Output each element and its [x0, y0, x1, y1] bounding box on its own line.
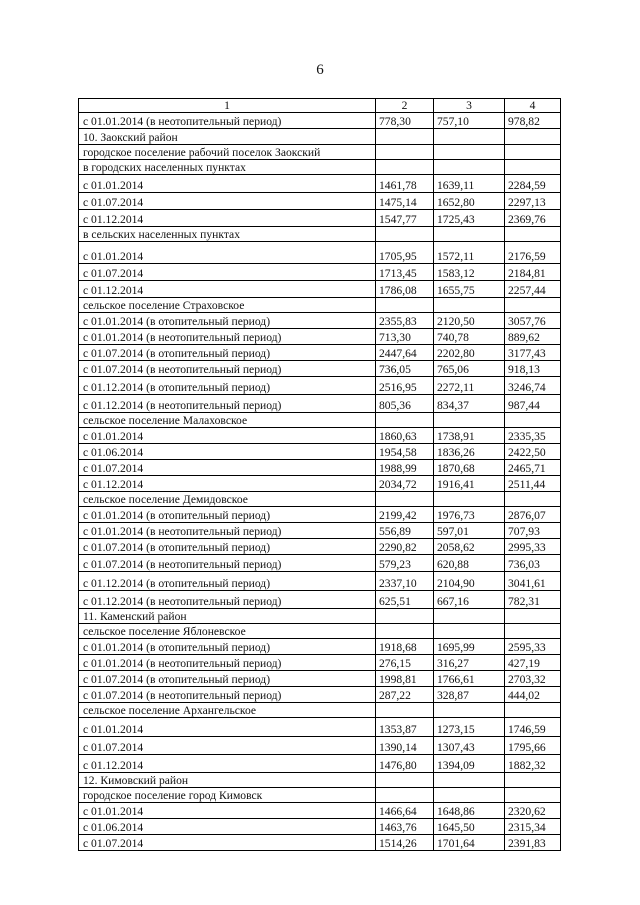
- row-value-col-3: 2104,90: [434, 572, 505, 591]
- row-value-col-2: 778,30: [376, 113, 434, 129]
- row-label-cell: в сельских населенных пунктах: [79, 227, 376, 242]
- table-row: [79, 377, 561, 395]
- row-value-col-2: 2199,42: [376, 507, 434, 523]
- row-label-cell: с 01.07.2014 (в неотопительный период): [79, 555, 376, 572]
- row-value-col-3: 1725,43: [434, 210, 505, 227]
- row-label-cell: с 01.06.2014: [79, 444, 376, 460]
- row-label-cell: с 01.01.2014: [79, 175, 376, 193]
- row-value-col-3: 1836,26: [434, 444, 505, 460]
- row-value-col-4: 707,93: [505, 523, 561, 539]
- row-value-col-2: 1390,14: [376, 737, 434, 755]
- table-row: [79, 624, 561, 639]
- row-value-col-2: 1547,77: [376, 210, 434, 227]
- row-value-col-3: 1652,80: [434, 193, 505, 210]
- row-label-cell: сельское поселение Архангельское: [79, 703, 376, 718]
- table-row: [79, 113, 561, 129]
- table-row: [79, 428, 561, 444]
- header-col-3: 3: [434, 99, 505, 113]
- row-label-cell: 12. Кимовский район: [79, 773, 376, 788]
- row-value-col-3: 1648,86: [434, 803, 505, 819]
- row-value-col-3: [434, 703, 505, 718]
- row-value-col-3: 1976,73: [434, 507, 505, 523]
- row-value-col-3: 757,10: [434, 113, 505, 129]
- row-value-col-4: [505, 145, 561, 160]
- row-value-col-3: [434, 298, 505, 313]
- row-value-col-4: [505, 609, 561, 624]
- row-value-col-4: [505, 492, 561, 507]
- row-value-col-4: 2595,33: [505, 639, 561, 655]
- row-value-col-4: 2995,33: [505, 539, 561, 555]
- row-value-col-4: 2297,13: [505, 193, 561, 210]
- header-col-1: 1: [79, 99, 376, 113]
- row-value-col-3: [434, 145, 505, 160]
- row-value-col-3: 1394,09: [434, 755, 505, 773]
- row-value-col-4: 2391,83: [505, 835, 561, 851]
- table-row: [79, 737, 561, 755]
- row-value-col-2: 556,89: [376, 523, 434, 539]
- row-value-col-3: 1307,43: [434, 737, 505, 755]
- row-value-col-2: [376, 145, 434, 160]
- row-label-cell: с 01.07.2014 (в неотопительный период): [79, 361, 376, 377]
- row-value-col-4: 736,03: [505, 555, 561, 572]
- row-value-col-4: 2703,32: [505, 671, 561, 687]
- row-value-col-4: [505, 788, 561, 803]
- row-value-col-2: 1466,64: [376, 803, 434, 819]
- row-value-col-3: [434, 624, 505, 639]
- row-value-col-4: 444,02: [505, 687, 561, 703]
- table-row: [79, 193, 561, 210]
- row-value-col-3: 2202,80: [434, 345, 505, 361]
- row-value-col-4: [505, 773, 561, 788]
- row-value-col-2: 276,15: [376, 655, 434, 671]
- table-row: [79, 572, 561, 591]
- table-row: [79, 345, 561, 361]
- row-value-col-2: 1476,80: [376, 755, 434, 773]
- row-value-col-2: [376, 492, 434, 507]
- row-value-col-2: 1713,45: [376, 264, 434, 281]
- row-label-cell: 11. Каменский район: [79, 609, 376, 624]
- row-value-col-2: 625,51: [376, 591, 434, 609]
- row-value-col-3: 765,06: [434, 361, 505, 377]
- table-row: [79, 413, 561, 428]
- row-value-col-2: 1988,99: [376, 460, 434, 476]
- row-label-cell: с 01.01.2014: [79, 428, 376, 444]
- row-value-col-2: 1705,95: [376, 242, 434, 264]
- row-value-col-4: 3177,43: [505, 345, 561, 361]
- header-col-4: 4: [505, 99, 561, 113]
- row-value-col-2: [376, 703, 434, 718]
- row-value-col-3: 620,88: [434, 555, 505, 572]
- page-number: 6: [316, 62, 324, 78]
- table-row: [79, 210, 561, 227]
- row-label-cell: с 01.07.2014: [79, 737, 376, 755]
- row-label-cell: с 01.01.2014 (в неотопительный период): [79, 113, 376, 129]
- table-row: [79, 609, 561, 624]
- tariff-table: [78, 98, 561, 851]
- row-value-col-4: 2284,59: [505, 175, 561, 193]
- row-value-col-2: 1514,26: [376, 835, 434, 851]
- row-label-cell: с 01.07.2014: [79, 460, 376, 476]
- row-label-cell: с 01.07.2014 (в отопительный период): [79, 345, 376, 361]
- row-value-col-2: 1475,14: [376, 193, 434, 210]
- row-value-col-4: 2257,44: [505, 281, 561, 298]
- table-row: [79, 755, 561, 773]
- table-row: [79, 227, 561, 242]
- table-header-row: [79, 99, 561, 113]
- row-value-col-2: 2355,83: [376, 313, 434, 329]
- row-value-col-2: 2290,82: [376, 539, 434, 555]
- row-value-col-3: 1701,64: [434, 835, 505, 851]
- header-col-2: 2: [376, 99, 434, 113]
- table-row: [79, 539, 561, 555]
- row-label-cell: сельское поселение Малаховское: [79, 413, 376, 428]
- row-value-col-4: [505, 160, 561, 175]
- row-value-col-4: 427,19: [505, 655, 561, 671]
- row-value-col-4: [505, 703, 561, 718]
- row-label-cell: с 01.01.2014 (в отопительный период): [79, 507, 376, 523]
- table-row: [79, 655, 561, 671]
- row-value-col-3: 667,16: [434, 591, 505, 609]
- row-value-col-4: 1795,66: [505, 737, 561, 755]
- row-value-col-3: [434, 492, 505, 507]
- row-label-cell: с 01.01.2014: [79, 803, 376, 819]
- row-value-col-4: 782,31: [505, 591, 561, 609]
- row-value-col-4: [505, 298, 561, 313]
- table-row: [79, 242, 561, 264]
- row-value-col-4: [505, 624, 561, 639]
- row-value-col-2: 1463,76: [376, 819, 434, 835]
- row-value-col-3: 1273,15: [434, 718, 505, 737]
- row-label-cell: с 01.12.2014: [79, 476, 376, 492]
- row-value-col-2: [376, 788, 434, 803]
- row-value-col-4: 2465,71: [505, 460, 561, 476]
- row-value-col-2: 1461,78: [376, 175, 434, 193]
- row-label-cell: с 01.12.2014 (в отопительный период): [79, 572, 376, 591]
- row-value-col-2: 2516,95: [376, 377, 434, 395]
- row-value-col-3: [434, 129, 505, 145]
- row-value-col-2: 287,22: [376, 687, 434, 703]
- row-value-col-4: 2369,76: [505, 210, 561, 227]
- row-value-col-2: 1353,87: [376, 718, 434, 737]
- table-row: [79, 313, 561, 329]
- row-value-col-3: 2120,50: [434, 313, 505, 329]
- row-label-cell: с 01.01.2014 (в неотопительный период): [79, 655, 376, 671]
- row-label-cell: городское поселение рабочий поселок Заокский: [79, 145, 376, 160]
- row-value-col-2: 1860,63: [376, 428, 434, 444]
- table-row: [79, 298, 561, 313]
- row-value-col-3: [434, 609, 505, 624]
- row-label-cell: с 01.12.2014: [79, 210, 376, 227]
- row-label-cell: с 01.07.2014: [79, 835, 376, 851]
- row-label-cell: сельское поселение Страховское: [79, 298, 376, 313]
- table-row: [79, 444, 561, 460]
- table-row: [79, 460, 561, 476]
- row-label-cell: с 01.12.2014 (в неотопительный период): [79, 395, 376, 413]
- row-label-cell: с 01.07.2014 (в отопительный период): [79, 539, 376, 555]
- row-value-col-4: 987,44: [505, 395, 561, 413]
- row-value-col-4: 889,62: [505, 329, 561, 345]
- row-value-col-2: 1954,58: [376, 444, 434, 460]
- table-row: [79, 129, 561, 145]
- row-value-col-2: 713,30: [376, 329, 434, 345]
- table-row: [79, 264, 561, 281]
- row-value-col-4: 918,13: [505, 361, 561, 377]
- table-row: [79, 507, 561, 523]
- row-label-cell: сельское поселение Яблоневское: [79, 624, 376, 639]
- row-value-col-2: [376, 227, 434, 242]
- row-value-col-3: 2058,62: [434, 539, 505, 555]
- table-row: [79, 395, 561, 413]
- row-value-col-4: 3246,74: [505, 377, 561, 395]
- row-value-col-4: 2320,62: [505, 803, 561, 819]
- table-row: [79, 361, 561, 377]
- row-value-col-3: [434, 160, 505, 175]
- row-label-cell: с 01.01.2014 (в неотопительный период): [79, 523, 376, 539]
- table-row: [79, 175, 561, 193]
- row-value-col-4: 1746,59: [505, 718, 561, 737]
- row-value-col-2: 736,05: [376, 361, 434, 377]
- table-row: [79, 703, 561, 718]
- row-label-cell: с 01.12.2014: [79, 755, 376, 773]
- table-row: [79, 718, 561, 737]
- row-value-col-3: 1645,50: [434, 819, 505, 835]
- row-value-col-2: [376, 298, 434, 313]
- row-value-col-2: 2337,10: [376, 572, 434, 591]
- table-row: [79, 671, 561, 687]
- row-value-col-3: 1738,91: [434, 428, 505, 444]
- row-value-col-4: 2876,07: [505, 507, 561, 523]
- row-value-col-2: [376, 413, 434, 428]
- row-value-col-4: 2422,50: [505, 444, 561, 460]
- row-label-cell: с 01.07.2014 (в неотопительный период): [79, 687, 376, 703]
- row-value-col-3: [434, 413, 505, 428]
- row-value-col-4: 2176,59: [505, 242, 561, 264]
- row-label-cell: с 01.01.2014: [79, 242, 376, 264]
- row-value-col-2: 1786,08: [376, 281, 434, 298]
- row-label-cell: городское поселение город Кимовск: [79, 788, 376, 803]
- row-label-cell: с 01.01.2014 (в отопительный период): [79, 313, 376, 329]
- row-value-col-2: 1918,68: [376, 639, 434, 655]
- row-value-col-3: 1695,99: [434, 639, 505, 655]
- row-value-col-3: 316,27: [434, 655, 505, 671]
- table-row: [79, 160, 561, 175]
- table-row: [79, 591, 561, 609]
- table-row: [79, 555, 561, 572]
- row-value-col-4: 2335,35: [505, 428, 561, 444]
- row-value-col-4: [505, 129, 561, 145]
- row-label-cell: с 01.06.2014: [79, 819, 376, 835]
- row-value-col-3: 597,01: [434, 523, 505, 539]
- row-label-cell: с 01.01.2014: [79, 718, 376, 737]
- row-value-col-2: [376, 160, 434, 175]
- row-value-col-3: 1655,75: [434, 281, 505, 298]
- row-value-col-3: 740,78: [434, 329, 505, 345]
- row-value-col-3: 834,37: [434, 395, 505, 413]
- row-value-col-2: [376, 773, 434, 788]
- row-value-col-2: 2447,64: [376, 345, 434, 361]
- row-value-col-3: 328,87: [434, 687, 505, 703]
- row-value-col-3: 1583,12: [434, 264, 505, 281]
- row-value-col-2: 1998,81: [376, 671, 434, 687]
- table-row: [79, 639, 561, 655]
- row-value-col-4: 1882,32: [505, 755, 561, 773]
- row-value-col-4: [505, 227, 561, 242]
- row-value-col-4: 2315,34: [505, 819, 561, 835]
- row-value-col-2: 805,36: [376, 395, 434, 413]
- row-value-col-4: 3057,76: [505, 313, 561, 329]
- row-label-cell: с 01.12.2014 (в неотопительный период): [79, 591, 376, 609]
- row-label-cell: 10. Заокский район: [79, 129, 376, 145]
- row-value-col-3: 1639,11: [434, 175, 505, 193]
- row-value-col-3: 2272,11: [434, 377, 505, 395]
- row-value-col-4: 2184,81: [505, 264, 561, 281]
- table-row: [79, 476, 561, 492]
- row-value-col-2: 579,23: [376, 555, 434, 572]
- row-label-cell: с 01.07.2014 (в отопительный период): [79, 671, 376, 687]
- table-row: [79, 145, 561, 160]
- row-value-col-2: [376, 129, 434, 145]
- row-label-cell: с 01.01.2014 (в неотопительный период): [79, 329, 376, 345]
- table-row: [79, 788, 561, 803]
- table-row: [79, 329, 561, 345]
- table-row: [79, 803, 561, 819]
- row-value-col-3: [434, 773, 505, 788]
- row-value-col-3: 1870,68: [434, 460, 505, 476]
- row-value-col-4: 2511,44: [505, 476, 561, 492]
- row-label-cell: с 01.07.2014: [79, 264, 376, 281]
- table-row: [79, 492, 561, 507]
- table-row: [79, 281, 561, 298]
- table-row: [79, 773, 561, 788]
- row-label-cell: с 01.07.2014: [79, 193, 376, 210]
- row-value-col-3: [434, 227, 505, 242]
- row-value-col-2: [376, 624, 434, 639]
- row-value-col-4: 978,82: [505, 113, 561, 129]
- table-body: [79, 99, 561, 851]
- table-row: [79, 687, 561, 703]
- row-value-col-3: 1916,41: [434, 476, 505, 492]
- table-row: [79, 523, 561, 539]
- table-row: [79, 835, 561, 851]
- row-value-col-4: [505, 413, 561, 428]
- row-label-cell: сельское поселение Демидовское: [79, 492, 376, 507]
- row-value-col-2: [376, 609, 434, 624]
- table-row: [79, 819, 561, 835]
- row-value-col-4: 3041,61: [505, 572, 561, 591]
- row-value-col-2: 2034,72: [376, 476, 434, 492]
- row-label-cell: с 01.01.2014 (в отопительный период): [79, 639, 376, 655]
- row-label-cell: с 01.12.2014 (в отопительный период): [79, 377, 376, 395]
- row-value-col-3: 1572,11: [434, 242, 505, 264]
- row-label-cell: с 01.12.2014: [79, 281, 376, 298]
- row-label-cell: в городских населенных пунктах: [79, 160, 376, 175]
- row-value-col-3: 1766,61: [434, 671, 505, 687]
- row-value-col-3: [434, 788, 505, 803]
